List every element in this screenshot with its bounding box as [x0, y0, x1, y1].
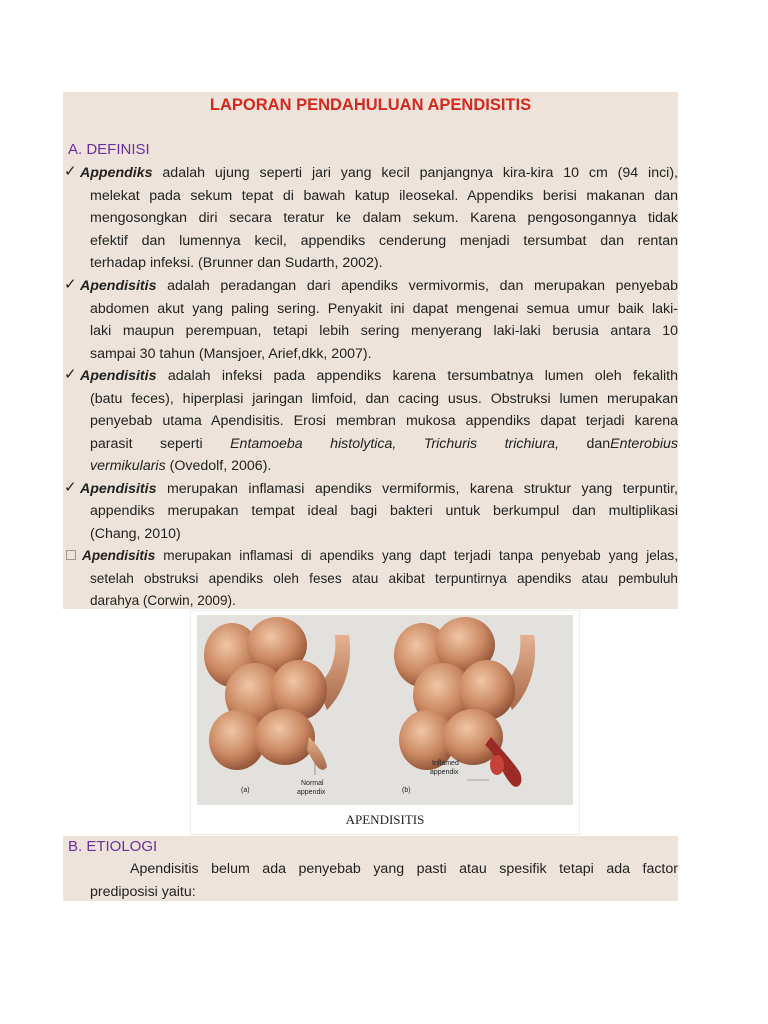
svg-text:(a): (a) — [241, 787, 250, 794]
appendix-illustration — [197, 615, 573, 805]
p2-line-1: Apendisitis adalah peradangan dari apendiks vermivormis, dan merupakan penyebab — [80, 278, 678, 294]
p3-line-4: parasit seperti Entamoeba histolytica, Trichuris trichiura, danEnterobius — [90, 435, 678, 452]
p5-line-1: Apendisitis merupakan inflamasi di apendiks yang dapt terjadi tanpa penyebab yang jelas, — [82, 548, 678, 563]
p2-line-4: sampai 30 tahun (Mansjoer, Arief,dkk, 2007). — [90, 345, 372, 362]
p4-line-3: (Chang, 2010) — [90, 525, 181, 542]
svg-text:Normal: Normal — [301, 780, 324, 787]
p4-line-2: appendiks merupakan tempat ideal bagi bakteri untuk berkumpul dan multiplikasi — [90, 503, 678, 519]
p1-line-2: melekat pada sekum tepat di bawah katup ileosekal. Appendiks berisi makanan dan — [90, 187, 678, 204]
check-mark-icon: ✓ — [64, 276, 77, 293]
p3-line-1: Apendisitis adalah infeksi pada appendiks karena tersumbatnya lumen oleh fekalith — [80, 368, 678, 384]
svg-text:appendix: appendix — [430, 769, 459, 776]
p5-line-3: darahya (Corwin, 2009). — [90, 593, 236, 608]
inflamed-colon-drawing — [394, 617, 535, 787]
p1-line-1: Appendiks adalah ujung seperti jari yang kecil panjangnya kira-kira 10 cm (94 inci), — [80, 165, 678, 181]
svg-text:(b): (b) — [402, 787, 411, 794]
etiology-line-1: Apendisitis belum ada penyebab yang pasti atau spesifik tetapi ada factor — [130, 861, 678, 877]
page-title: LAPORAN PENDAHULUAN APENDISITIS — [209, 96, 532, 114]
empty-box-icon — [66, 547, 76, 564]
check-mark-icon: ✓ — [64, 366, 77, 383]
p3-line-5: vermikularis (Ovedolf, 2006). — [90, 458, 272, 474]
check-mark-icon: ✓ — [64, 163, 77, 180]
p2-line-2: abdomen akut yang paling sering. Penyakit ini dapat mengenai semua umur baik laki- — [90, 300, 678, 317]
p4-line-1: Apendisitis merupakan inflamasi apendiks vermiformis, karena struktur yang terpuntir, — [80, 480, 678, 497]
p5-line-2: setelah obstruksi apendiks oleh feses atau akibat terpuntirnya apendiks atau pembuluh — [90, 570, 678, 586]
figure-caption: APENDISITIS — [345, 812, 425, 827]
check-mark-icon: ✓ — [64, 478, 77, 496]
appendicitis-figure — [190, 610, 580, 835]
p1-line-3: mengosongkan diri secara teratur ke dalam sekum. Karena pengosongannya tidak — [90, 210, 678, 226]
normal-colon-drawing — [204, 617, 350, 770]
svg-text:appendix: appendix — [297, 789, 326, 796]
p3-line-3: penyebab utama Apendisitis. Erosi membran mukosa appendiks dapat terjadi karena — [90, 413, 678, 429]
section-a-heading: A. DEFINISI — [68, 141, 150, 158]
etiology-line-2: prediposisi yaitu: — [90, 883, 196, 900]
svg-text:Inflamed: Inflamed — [432, 760, 459, 767]
p1-line-5: terhadap infeksi. (Brunner dan Sudarth, 2002). — [90, 255, 383, 271]
section-b-heading: B. ETIOLOGI — [68, 838, 158, 855]
p3-line-2: (batu feces), hiperplasi jaringan limfoid, dan cacing usus. Obstruksi lumen merupakan — [90, 390, 678, 407]
p1-line-4: efektif dan lumennya kecil, appendiks cenderung menjadi tersumbat dan rentan — [90, 232, 678, 249]
p2-line-3: laki maupun perempuan, tetapi lebih sering menyerang laki-laki berusia antara 10 — [90, 323, 678, 339]
